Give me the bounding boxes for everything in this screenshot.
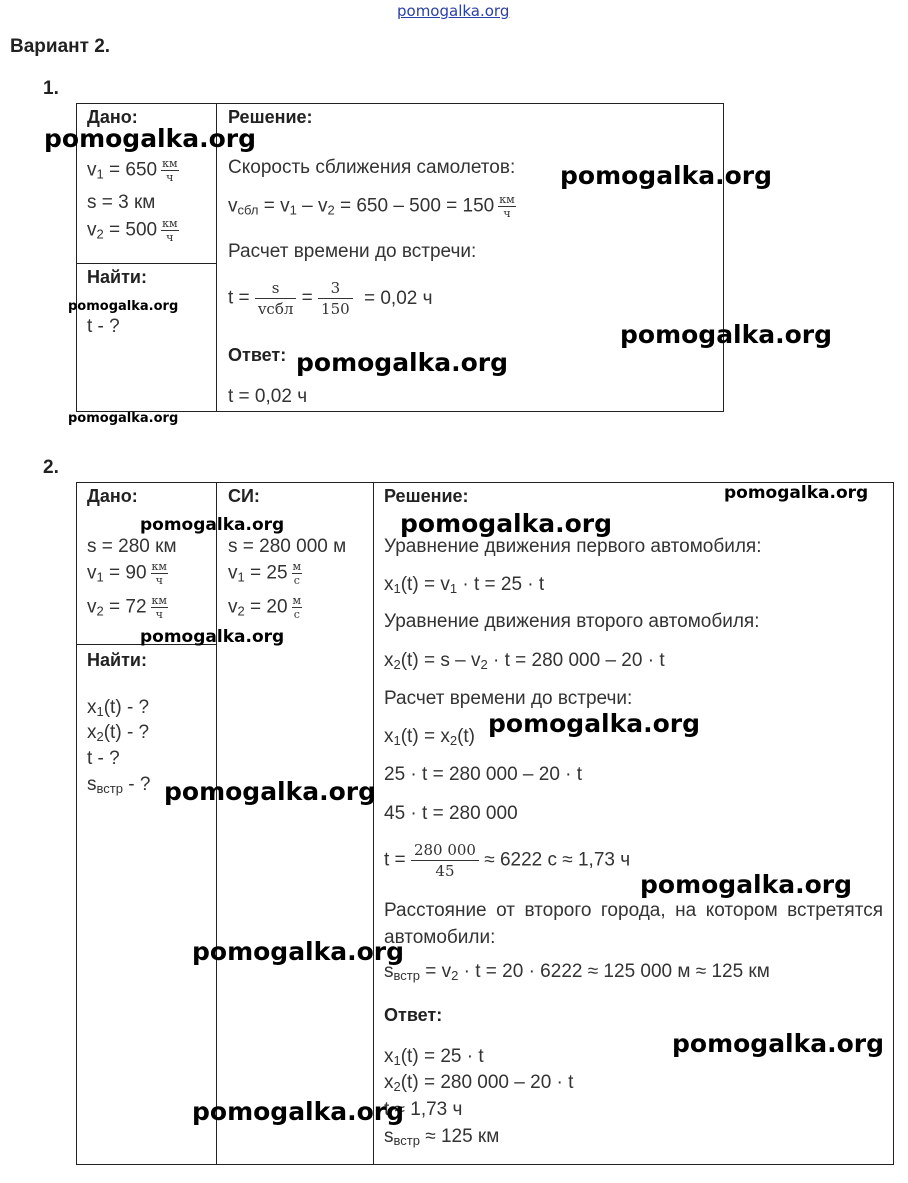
p1-find-label: Найти: — [87, 267, 147, 287]
watermark: pomogalka.org — [44, 124, 257, 153]
p2-answer-3: t ≈ 1,73 ч — [384, 1099, 463, 1120]
p2-answer-1: $x_1(t) = 25 \cdot t$ — [384, 1046, 484, 1068]
site-link[interactable]: pomogalka.org — [397, 2, 510, 20]
p2-given-v1: $v_1 = 90$ $\frac{км}{ч}$ — [87, 560, 167, 587]
p2-given-v2: $v_2 = 72$ $\frac{км}{ч}$ — [87, 594, 167, 621]
p1-given-label: Дано: — [87, 107, 138, 127]
p1-solution-label: Решение: — [228, 107, 313, 127]
p1-answer-label: Ответ: — [228, 345, 287, 365]
p2-eq5: 45 · t = 280 000 — [384, 803, 518, 824]
p2-time-text: Расчет времени до встречи: — [384, 688, 633, 709]
p1-time-formula: t = s vсбл = $\frac{3}{150}$ = 0,02 ч — [228, 279, 433, 318]
watermark: pomogalka.org — [640, 870, 853, 899]
watermark: pomogalka.org — [400, 509, 613, 538]
p2-answer-4: $s_{встр} \approx 125$ км — [384, 1126, 500, 1148]
p2-find-label: Найти: — [87, 650, 147, 670]
p1-given-s: s = 3 км — [87, 192, 156, 213]
watermark: pomogalka.org — [164, 777, 377, 806]
p1-closing-text: Скорость сближения самолетов: — [228, 157, 516, 178]
p2-find-item: $x_1(t)$ - ? — [87, 697, 150, 719]
p1-given-v2: $v_2 = 500$ $\frac{км}{ч}$ — [87, 217, 178, 244]
problem-1-number: 1. — [43, 78, 59, 99]
watermark: pomogalka.org — [192, 1097, 405, 1126]
p2-eq2: $x_2(t) = s - v_2 \cdot t = 280$ 000 – 20 · t — [384, 650, 665, 672]
watermark: pomogalka.org — [620, 320, 833, 349]
p2-si-s: s = 280 000 м — [228, 536, 347, 557]
p2-si-label: СИ: — [228, 486, 260, 506]
p2-answer-label: Ответ: — [384, 1005, 443, 1025]
watermark: pomogalka.org — [68, 411, 179, 426]
p2-eq1-text: Уравнение движения первого автомобиля: — [384, 536, 762, 557]
watermark: pomogalka.org — [560, 161, 773, 190]
p2-eq4: 25 · t = 280 000 – 20 · t — [384, 764, 583, 785]
p2-eq6: $s_{встр} = v_2 \cdot t = 20 \cdot 6222 \approx 125$ 000 м ≈ 125 км — [384, 961, 770, 983]
watermark: pomogalka.org — [672, 1029, 885, 1058]
p2-given-s: s = 280 км — [87, 536, 177, 557]
p2-eq3: $x_1(t) = x_2(t)$ — [384, 726, 475, 748]
p2-eq1: $x_1(t) = v_1 \cdot t = 25 \cdot t$ — [384, 574, 545, 596]
p1-vsbl-formula: $v_{сбл} = v_1 - v_2 = 650 - 500 = 150$ $\frac{км}{ч}$ — [228, 193, 515, 220]
watermark: pomogalka.org — [192, 937, 405, 966]
p1-find: t - ? — [87, 316, 120, 337]
p2-si-v1: $v_1 = 25$ $\frac{м}{с}$ — [228, 560, 302, 587]
watermark: pomogalka.org — [724, 483, 869, 503]
p1-time-text: Расчет времени до встречи: — [228, 241, 477, 262]
variant-title: Вариант 2. — [10, 36, 111, 57]
p1-given-v1: $v_1 = 650$ $\frac{км}{ч}$ — [87, 157, 178, 184]
p2-time-formula: t = $\frac{280 000}{45}$ ≈ 6222 с ≈ 1,73 ч — [384, 841, 631, 880]
p2-solution-label: Решение: — [384, 486, 469, 506]
problem-2-number: 2. — [43, 457, 59, 478]
p2-si-v2: $v_2 = 20$ $\frac{м}{с}$ — [228, 594, 302, 621]
p2-given-label: Дано: — [87, 486, 138, 506]
watermark: pomogalka.org — [140, 627, 285, 647]
p2-answer-2: $x_2(t) = 280$ 000 – 20 · t — [384, 1072, 574, 1094]
p2-find-item: $x_2(t)$ - ? — [87, 722, 150, 744]
watermark: pomogalka.org — [488, 709, 701, 738]
watermark: pomogalka.org — [140, 515, 285, 535]
p2-find-item: $s_{встр}$ - ? — [87, 774, 151, 796]
p2-find-item: t - ? — [87, 748, 120, 769]
watermark: pomogalka.org — [68, 299, 179, 314]
p2-eq2-text: Уравнение движения второго автомобиля: — [384, 611, 760, 632]
watermark: pomogalka.org — [296, 348, 509, 377]
p1-answer: t = 0,02 ч — [228, 386, 308, 407]
p2-dist-text: Расстояние от второго города, на котором встретятся автомобили: — [384, 900, 883, 948]
